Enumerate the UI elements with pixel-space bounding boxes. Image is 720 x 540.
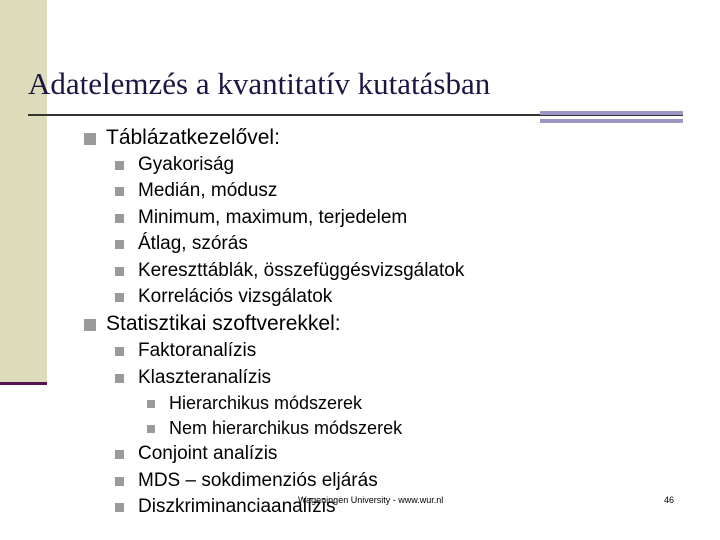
sub-list-item-label: Nem hierarchikus módszerek — [169, 418, 403, 439]
side-decoration-bar — [0, 0, 47, 384]
slide-body — [84, 124, 720, 520]
list-item — [115, 258, 720, 284]
list-item-label: Gyakoriság — [138, 154, 235, 175]
list-item-label: Faktoranalízis — [138, 340, 257, 362]
list-item-label: Korrelációs vizsgálatok — [138, 286, 333, 308]
list-item-label: Átlag, szórás — [138, 233, 248, 255]
list-item-label: Klaszteranalízis — [138, 366, 272, 388]
title-underline-accent-bottom — [540, 119, 683, 123]
list-item-label: Kereszttáblák, összefüggésvizsgálatok — [138, 259, 465, 281]
slide-title: Adatelemzés a kvantitatív kutatásban — [28, 66, 491, 101]
square-bullet-icon — [147, 425, 155, 433]
square-bullet-icon — [84, 319, 96, 331]
square-bullet-icon — [115, 477, 124, 486]
list-item — [115, 284, 720, 310]
square-bullet-icon — [115, 347, 124, 356]
square-bullet-icon — [115, 240, 124, 249]
list-item — [115, 365, 720, 391]
square-bullet-icon — [147, 400, 155, 408]
list-item — [115, 441, 720, 467]
slide-footer: Wageningen University - www.wur.nl — [298, 495, 444, 505]
list-item-label: Conjoint analízis — [138, 443, 278, 465]
list-item-label: Diszkriminanciaanalízis — [138, 496, 336, 518]
section-heading-spreadsheet — [84, 124, 720, 152]
square-bullet-icon — [115, 503, 124, 512]
list-item — [115, 468, 720, 494]
list-item — [115, 205, 720, 231]
list-item — [115, 338, 720, 364]
list-item — [115, 178, 720, 204]
square-bullet-icon — [115, 374, 124, 383]
list-item — [115, 231, 720, 257]
list-item-label: MDS – sokdimenziós eljárás — [138, 469, 378, 491]
page-number: 46 — [664, 495, 675, 505]
sub-list-item — [147, 391, 720, 416]
list-item-label: Minimum, maximum, terjedelem — [138, 206, 408, 228]
square-bullet-icon — [115, 293, 124, 302]
square-bullet-icon — [115, 450, 124, 459]
sub-list-item — [147, 416, 720, 441]
section-heading-statistical-software — [84, 310, 720, 338]
square-bullet-icon — [115, 187, 124, 196]
section-heading-label: Statisztikai szoftverekkel: — [106, 312, 341, 336]
square-bullet-icon — [115, 214, 124, 223]
square-bullet-icon — [115, 161, 124, 170]
square-bullet-icon — [84, 133, 96, 145]
section-heading-label: Táblázatkezelővel: — [106, 126, 280, 149]
list-item — [115, 152, 720, 178]
sub-list-item-label: Hierarchikus módszerek — [169, 393, 363, 414]
side-decoration-tick — [0, 382, 47, 385]
list-item-label: Medián, módusz — [138, 180, 278, 202]
square-bullet-icon — [115, 267, 124, 276]
title-underline-accent-top — [540, 111, 683, 115]
